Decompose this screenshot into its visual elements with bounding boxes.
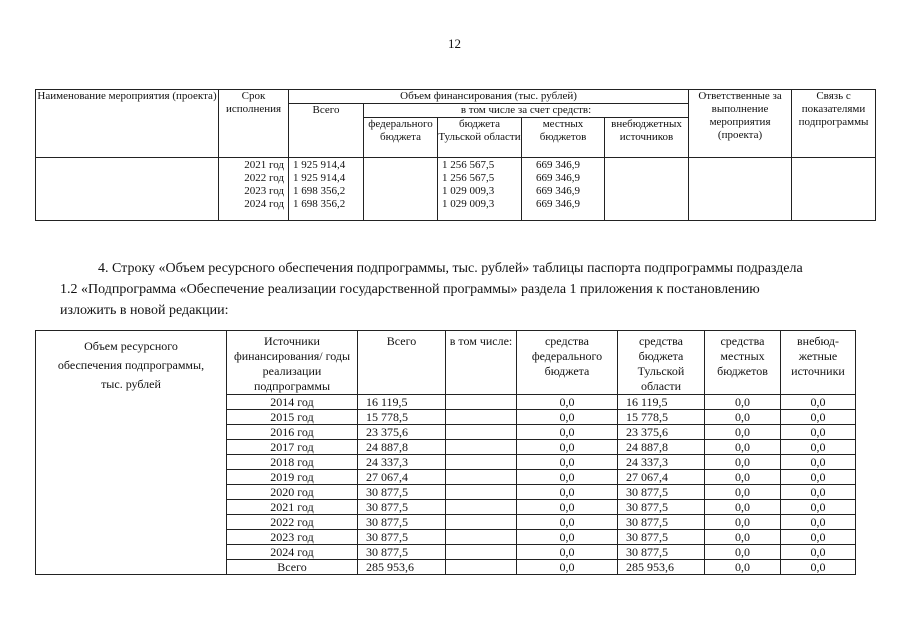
header-incl: в том числе за счет средств: — [364, 104, 689, 118]
total-cell: 24 887,8 — [358, 440, 446, 455]
offbudget-cell: 0,0 — [781, 560, 856, 575]
offbudget-cell: 0,0 — [781, 530, 856, 545]
regional-cell: 24 337,3 — [618, 455, 705, 470]
total-cell: 15 778,5 — [358, 410, 446, 425]
regional-cell: 30 877,5 — [618, 530, 705, 545]
total-cell: 16 119,5 — [358, 395, 446, 410]
total-cell: 27 067,4 — [358, 470, 446, 485]
header-financing: Объем финансирования (тыс. рублей) — [289, 90, 689, 104]
federal-cell: 0,0 — [517, 410, 618, 425]
offbudget-cell: 0,0 — [781, 515, 856, 530]
local-cell: 0,0 — [705, 485, 781, 500]
local-cell: 0,0 — [705, 515, 781, 530]
regional-cell: 23 375,6 — [618, 425, 705, 440]
federal-cell: 0,0 — [517, 530, 618, 545]
paragraph-line-3: изложить в новой редакции: — [60, 303, 229, 318]
year-cell: 2024 год — [244, 198, 284, 210]
financing-table — [35, 89, 876, 221]
incl-cell — [446, 410, 517, 425]
total-cell: 285 953,6 — [358, 560, 446, 575]
resource-title: Объем ресурсного обеспечения подпрограммы, тыс. рублей — [57, 339, 205, 391]
local-cell: 669 346,9 — [536, 159, 580, 171]
header-incl: в том числе: — [446, 331, 517, 395]
regional-cell: 1 256 567,5 — [442, 159, 495, 171]
incl-cell — [446, 455, 517, 470]
year-cell: 2014 год — [227, 395, 358, 410]
local-cell: 0,0 — [705, 410, 781, 425]
offbudget-cell: 0,0 — [781, 545, 856, 560]
local-cell: 669 346,9 — [536, 198, 580, 210]
total-column — [289, 158, 364, 221]
federal-cell: 0,0 — [517, 455, 618, 470]
regional-cell: 30 877,5 — [618, 545, 705, 560]
header-federal: федерального бюджета — [364, 118, 438, 158]
federal-cell: 0,0 — [517, 440, 618, 455]
amendment-paragraph — [60, 258, 846, 321]
offbudget-cell: 0,0 — [781, 485, 856, 500]
local-cell: 0,0 — [705, 560, 781, 575]
local-cell: 0,0 — [705, 455, 781, 470]
year-cell: Всего — [227, 560, 358, 575]
incl-cell — [446, 485, 517, 500]
federal-cell: 0,0 — [517, 515, 618, 530]
header-link: Связь с показателями подпрограммы — [792, 90, 876, 158]
year-cell: 2023 год — [244, 185, 284, 197]
federal-column — [364, 158, 438, 221]
incl-cell — [446, 425, 517, 440]
local-column — [522, 158, 605, 221]
header-federal: средства федерального бюджета — [517, 331, 618, 395]
total-cell: 30 877,5 — [358, 485, 446, 500]
incl-cell — [446, 530, 517, 545]
regional-cell: 16 119,5 — [618, 395, 705, 410]
header-name: Наименование мероприятия (проекта) — [36, 90, 219, 158]
incl-cell — [446, 395, 517, 410]
resource-title-cell — [36, 331, 227, 575]
header-offbudget: внебюджетных источников — [605, 118, 689, 158]
incl-cell — [446, 515, 517, 530]
header-total: Всего — [289, 104, 364, 158]
offbudget-cell: 0,0 — [781, 410, 856, 425]
incl-cell — [446, 545, 517, 560]
local-cell: 669 346,9 — [536, 172, 580, 184]
local-cell: 0,0 — [705, 545, 781, 560]
regional-cell: 30 877,5 — [618, 485, 705, 500]
header-local: местных бюджетов — [522, 118, 605, 158]
resource-table — [35, 330, 856, 575]
paragraph-line-2: 1.2 «Подпрограмма «Обеспечение реализации государственной программы» раздела 1 приложения к постановлению — [60, 282, 760, 297]
year-cell: 2018 год — [227, 455, 358, 470]
year-cell: 2017 год — [227, 440, 358, 455]
local-cell: 0,0 — [705, 470, 781, 485]
total-cell: 30 877,5 — [358, 545, 446, 560]
offbudget-cell: 0,0 — [781, 500, 856, 515]
header-regional: средства бюджета Тульской области — [618, 331, 705, 395]
header-total: Всего — [358, 331, 446, 395]
regional-column — [438, 158, 522, 221]
regional-cell: 1 029 009,3 — [442, 185, 495, 197]
year-cell: 2022 год — [244, 172, 284, 184]
total-cell: 30 877,5 — [358, 515, 446, 530]
responsible-column — [689, 158, 792, 221]
offbudget-cell: 0,0 — [781, 425, 856, 440]
total-cell: 30 877,5 — [358, 500, 446, 515]
federal-cell: 0,0 — [517, 500, 618, 515]
year-cell: 2022 год — [227, 515, 358, 530]
federal-cell: 0,0 — [517, 425, 618, 440]
regional-cell: 24 887,8 — [618, 440, 705, 455]
incl-cell — [446, 500, 517, 515]
federal-cell: 0,0 — [517, 395, 618, 410]
total-cell: 1 925 914,4 — [293, 159, 346, 171]
offbudget-cell: 0,0 — [781, 455, 856, 470]
year-cell: 2021 год — [227, 500, 358, 515]
offbudget-cell: 0,0 — [781, 470, 856, 485]
incl-cell — [446, 470, 517, 485]
header-sources: Источники финансирования/ годы реализации подпрограммы — [227, 331, 358, 395]
year-cell: 2021 год — [244, 159, 284, 171]
local-cell: 0,0 — [705, 425, 781, 440]
year-cell: 2020 год — [227, 485, 358, 500]
incl-cell — [446, 440, 517, 455]
offbudget-cell: 0,0 — [781, 395, 856, 410]
year-cell: 2016 год — [227, 425, 358, 440]
total-cell: 1 925 914,4 — [293, 172, 346, 184]
total-cell: 24 337,3 — [358, 455, 446, 470]
local-cell: 669 346,9 — [536, 185, 580, 197]
header-term: Срок исполнения — [219, 90, 289, 158]
year-cell: 2019 год — [227, 470, 358, 485]
offbudget-cell: 0,0 — [781, 440, 856, 455]
header-regional: бюджета Тульской области — [438, 118, 522, 158]
link-column — [792, 158, 876, 221]
cell-name — [36, 158, 219, 221]
incl-cell — [446, 560, 517, 575]
year-cell: 2024 год — [227, 545, 358, 560]
regional-cell: 30 877,5 — [618, 500, 705, 515]
federal-cell: 0,0 — [517, 560, 618, 575]
local-cell: 0,0 — [705, 530, 781, 545]
local-cell: 0,0 — [705, 500, 781, 515]
paragraph-line-1: 4. Строку «Объем ресурсного обеспечения подпрограммы, тыс. рублей» таблицы паспорта подпрограммы подраздела — [98, 261, 803, 276]
page-number: 12 — [448, 36, 461, 51]
regional-cell: 15 778,5 — [618, 410, 705, 425]
federal-cell: 0,0 — [517, 470, 618, 485]
year-cell: 2023 год — [227, 530, 358, 545]
local-cell: 0,0 — [705, 395, 781, 410]
total-cell: 23 375,6 — [358, 425, 446, 440]
header-local: средства местных бюджетов — [705, 331, 781, 395]
federal-cell: 0,0 — [517, 545, 618, 560]
header-responsible: Ответственные за выполнение мероприятия (проекта) — [689, 90, 792, 158]
header-offbudget: внебюд-жетные источники — [781, 331, 856, 395]
year-cell: 2015 год — [227, 410, 358, 425]
federal-cell: 0,0 — [517, 485, 618, 500]
total-cell: 1 698 356,2 — [293, 198, 346, 210]
regional-cell: 1 256 567,5 — [442, 172, 495, 184]
regional-cell: 27 067,4 — [618, 470, 705, 485]
offbudget-column — [605, 158, 689, 221]
total-cell: 1 698 356,2 — [293, 185, 346, 197]
regional-cell: 285 953,6 — [618, 560, 705, 575]
regional-cell: 1 029 009,3 — [442, 198, 495, 210]
regional-cell: 30 877,5 — [618, 515, 705, 530]
total-cell: 30 877,5 — [358, 530, 446, 545]
local-cell: 0,0 — [705, 440, 781, 455]
year-column — [219, 158, 289, 221]
